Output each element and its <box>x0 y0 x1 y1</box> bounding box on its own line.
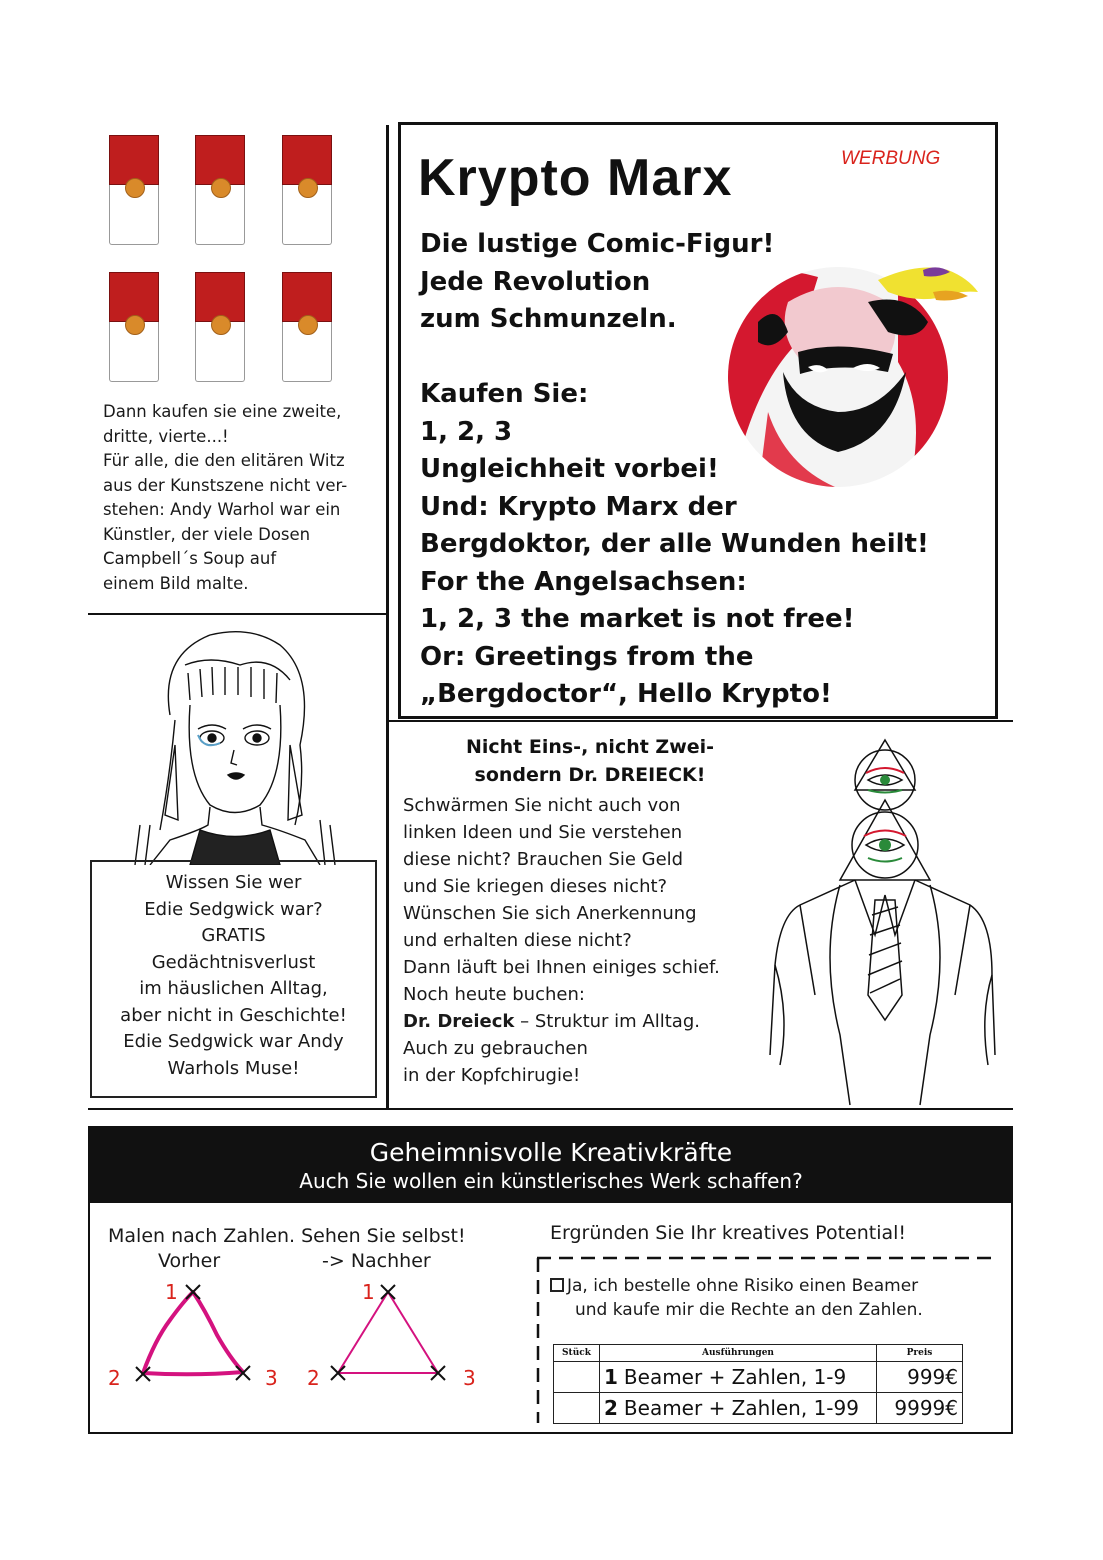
edie-sketch <box>130 625 340 865</box>
before-label: Vorher <box>158 1250 221 1272</box>
soup-can <box>195 272 245 385</box>
after-point-3: 3 <box>463 1366 476 1390</box>
order-row <box>554 1393 963 1424</box>
coupon-line <box>550 1298 923 1322</box>
ad-line: Die lustige Comic-Figur! <box>420 229 775 259</box>
ad-copy <box>420 226 929 714</box>
soup-can <box>282 272 332 385</box>
dreieck-heading-line: Nicht Eins-, nicht Zwei- <box>465 736 715 758</box>
ad-line: Bergdoktor, der alle Wunden heilt! <box>420 529 929 559</box>
before-point-3: 3 <box>265 1366 278 1390</box>
after-point-2: 2 <box>307 1366 320 1390</box>
coupon-line-1: Ja, ich bestelle ohne Risiko einen Beamer <box>567 1276 919 1296</box>
divider-right-ad <box>388 720 1013 722</box>
edie-line: Wissen Sie wer <box>165 872 302 893</box>
before-point-2: 2 <box>108 1366 121 1390</box>
soup-line: stehen: Andy Warhol war ein <box>103 500 341 519</box>
order-qty-cell[interactable] <box>554 1393 600 1424</box>
ad-title: Krypto Marx <box>418 149 733 207</box>
dreieck-line: in der Kopfchirugie! <box>403 1065 581 1086</box>
ad-line: Or: Greetings from the <box>420 641 754 672</box>
soup-can <box>109 135 159 248</box>
banner-subtitle: Auch Sie wollen ein künstlerisches Werk schaffen? <box>299 1169 803 1193</box>
edie-line: Edie Sedgwick war? <box>144 898 323 920</box>
edie-line: Edie Sedgwick war Andy <box>123 1031 344 1052</box>
soup-can <box>109 272 159 385</box>
triangle-before <box>125 1280 255 1390</box>
coupon-text <box>550 1274 923 1322</box>
order-heading: Ergründen Sie Ihr kreatives Potential! <box>550 1222 907 1244</box>
border-bottom <box>88 1432 1013 1434</box>
dreieck-line: Dann läuft bei Ihnen einiges schief. <box>403 957 720 978</box>
soup-line: Dann kaufen sie eine zweite, <box>103 402 342 421</box>
dreieck-line: diese nicht? Brauchen Sie Geld <box>403 849 684 870</box>
ad-line: Ungleichheit vorbei! <box>420 454 719 484</box>
order-header-row <box>554 1345 963 1362</box>
soup-line: Für alle, die den elitären Witz <box>103 451 345 470</box>
edie-line: Warhols Muse! <box>167 1057 300 1079</box>
ad-line: Kaufen Sie: <box>420 379 589 409</box>
coupon-line <box>550 1274 923 1298</box>
dreieck-name: Dr. Dreieck <box>403 1011 515 1032</box>
dreieck-copy <box>403 792 720 1089</box>
order-num: 2 <box>604 1396 618 1420</box>
dreieck-line: Auch zu gebrauchen <box>403 1038 588 1059</box>
ad-line: Und: Krypto Marx der <box>420 491 737 522</box>
dreieck-tagline: – Struktur im Alltag. <box>514 1011 700 1032</box>
order-price: 9999€ <box>877 1393 963 1424</box>
divider-vertical-main <box>386 125 389 1110</box>
soup-caption <box>103 400 383 596</box>
soup-can <box>282 135 332 248</box>
after-label: -> Nachher <box>322 1250 431 1272</box>
malen-title: Malen nach Zahlen. Sehen Sie selbst! <box>108 1225 466 1247</box>
dreieck-line <box>403 1008 720 1035</box>
order-qty-cell[interactable] <box>554 1362 600 1393</box>
edie-line: aber nicht in Geschichte! <box>120 1004 347 1026</box>
order-num: 1 <box>604 1365 618 1389</box>
dreieck-figure <box>760 735 1005 1107</box>
coupon-line-2: und kaufe mir die Rechte an den Zahlen. <box>575 1300 923 1320</box>
order-desc-cell <box>600 1362 877 1393</box>
dreieck-line: Wünschen Sie sich Anerkennung <box>403 903 697 924</box>
order-row <box>554 1362 963 1393</box>
banner-title: Geheimnisvolle Kreativkräfte <box>369 1138 733 1167</box>
ad-tag: WERBUNG <box>841 148 941 169</box>
order-price: 999€ <box>877 1362 963 1393</box>
before-point-1: 1 <box>165 1280 178 1304</box>
soup-line: dritte, vierte...! <box>103 426 229 446</box>
triangle-after <box>320 1280 450 1390</box>
soup-line: aus der Kunstszene nicht ver- <box>103 475 348 495</box>
soup-can <box>195 135 245 248</box>
dreieck-line: Noch heute buchen: <box>403 984 585 1005</box>
ad-line: 1, 2, 3 <box>420 416 513 447</box>
after-point-1: 1 <box>362 1280 375 1304</box>
divider-horizontal-bottom <box>88 1108 1013 1110</box>
ad-line: For the Angelsachsen: <box>420 566 747 597</box>
dreieck-line: und Sie kriegen dieses nicht? <box>403 876 668 897</box>
order-table <box>553 1344 963 1424</box>
ad-line: Jede Revolution <box>420 266 651 297</box>
order-checkbox[interactable] <box>550 1278 564 1292</box>
soup-line: Künstler, der viele Dosen <box>103 524 311 544</box>
edie-caption <box>90 870 377 1082</box>
ad-line: 1, 2, 3 the market is not free! <box>420 604 855 634</box>
divider-left-upper <box>88 613 388 615</box>
ad-line: „Bergdoctor“, Hello Krypto! <box>420 679 832 709</box>
col-qty: Stück <box>554 1345 600 1362</box>
edie-line: im häuslichen Alltag, <box>139 978 328 999</box>
dreieck-line: Schwärmen Sie nicht auch von <box>403 795 681 816</box>
col-desc: Ausführungen <box>600 1345 877 1362</box>
edie-line: Gedächtnisverlust <box>151 951 316 973</box>
dreieck-heading <box>400 733 780 789</box>
dreieck-line: und erhalten diese nicht? <box>403 930 632 951</box>
dreieck-heading-line: sondern Dr. DREIECK! <box>474 764 706 786</box>
ad-line: zum Schmunzeln. <box>420 304 677 334</box>
ad-line <box>420 339 929 377</box>
edie-line: GRATIS <box>201 925 266 946</box>
creative-banner <box>89 1126 1013 1203</box>
soup-line: Campbell´s Soup auf <box>103 549 277 568</box>
dreieck-line: linken Ideen und Sie verstehen <box>403 822 683 843</box>
order-desc: Beamer + Zahlen, 1-9 <box>623 1365 847 1389</box>
col-price: Preis <box>877 1345 963 1362</box>
soup-line: einem Bild malte. <box>103 573 249 593</box>
order-desc: Beamer + Zahlen, 1-99 <box>623 1396 859 1420</box>
order-desc-cell <box>600 1393 877 1424</box>
